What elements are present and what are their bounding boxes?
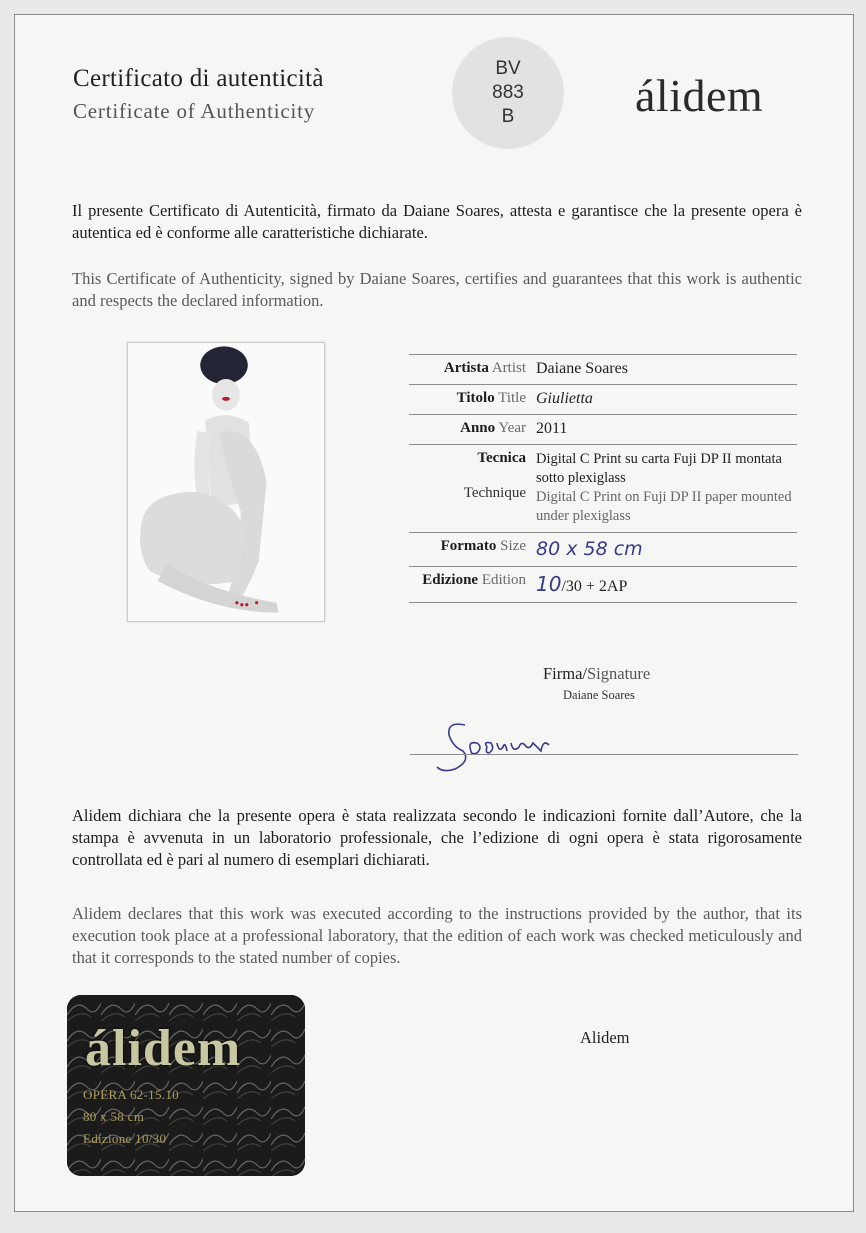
certificate-sheet: [14, 14, 854, 1212]
title-label-en: Title: [498, 390, 526, 406]
seal-line-2: 80 x 58 cm: [83, 1109, 145, 1124]
technique-label-it: Tecnica: [477, 450, 526, 466]
declaration-italian: Alidem dichiara che la presente opera è stata realizzata secondo le indicazioni fornite dall’Autore, che la stampa è avvenuta in un laboratorio professionale, che l’edizione di ogni opera è stata rigorosamente controllata ed è pari al numero di esemplari dichiarati.: [72, 806, 802, 869]
row-technique: [409, 445, 797, 533]
signature-label-it: Firma/: [543, 664, 587, 683]
edition-printed-total: /30 + 2AP: [561, 578, 628, 595]
row-edition: [409, 567, 797, 603]
year-label-it: Anno: [460, 420, 496, 436]
artist-label-it: Artista: [443, 360, 489, 376]
seal-line-3: Edizione 10/30: [83, 1131, 167, 1146]
seal-brand: álidem: [85, 1020, 242, 1077]
brand-logo: álidem: [635, 70, 764, 121]
size-label-it: Formato: [440, 538, 497, 554]
badge-line-3: B: [501, 106, 515, 127]
signature-printed-name: Daiane Soares: [563, 688, 635, 702]
intro-italian: Il presente Certificato di Autenticità, firmato da Daiane Soares, attesta e garantisce che la presente opera è autentica ed è conforme alle caratteristiche dichiarate.: [72, 201, 802, 242]
alidem-signer: Alidem: [580, 1028, 630, 1047]
seal-line-1: OPERA 62-15.10: [83, 1087, 179, 1102]
edition-label-en: Edition: [481, 572, 526, 588]
declaration-english: Alidem declares that this work was executed according to the instructions provided by the author, that its execution took place at a professional laboratory, that the edition of each work was checked meticulously and that it corresponds to the stated number of copies.: [72, 904, 802, 967]
hologram-seal: [67, 995, 305, 1176]
artwork-details-table: [409, 354, 797, 603]
signature-line: [410, 754, 798, 755]
technique-value-it: Digital C Print su carta Fuji DP II montata sotto plexiglass: [536, 451, 782, 486]
artist-label-en: Artist: [491, 360, 526, 376]
handwritten-signature: [433, 717, 583, 777]
technique-value-en: Digital C Print on Fuji DP II paper mounted under plexiglass: [536, 489, 792, 524]
year-value: 2011: [536, 415, 797, 445]
edition-label-it: Edizione: [422, 572, 479, 588]
row-title: [409, 385, 797, 415]
badge-line-2: 883: [492, 82, 524, 103]
title-value: Giulietta: [536, 385, 797, 415]
artwork-photo: [127, 342, 325, 622]
artwork-figure-image: [128, 343, 324, 621]
size-label-en: Size: [500, 538, 526, 554]
size-handwritten-value: 80 x 58 cm: [536, 538, 643, 560]
certificate-code-badge: [452, 37, 564, 149]
title-label-it: Titolo: [456, 390, 495, 406]
technique-label-en: Technique: [463, 485, 526, 501]
artist-value: Daiane Soares: [536, 355, 797, 385]
row-year: [409, 415, 797, 445]
signature-label: [543, 664, 650, 684]
title-english: Certificate of Authenticity: [73, 99, 316, 123]
signature-label-en: Signature: [587, 664, 651, 683]
year-label-en: Year: [498, 420, 526, 436]
row-size: [409, 533, 797, 567]
row-artist: [409, 355, 797, 385]
title-italian: Certificato di autenticità: [73, 65, 324, 92]
edition-handwritten-number: 10: [536, 572, 562, 596]
intro-english: This Certificate of Authenticity, signed by Daiane Soares, certifies and guarantees that this work is authentic and respects the declared information.: [72, 269, 802, 310]
badge-line-1: BV: [495, 58, 521, 79]
